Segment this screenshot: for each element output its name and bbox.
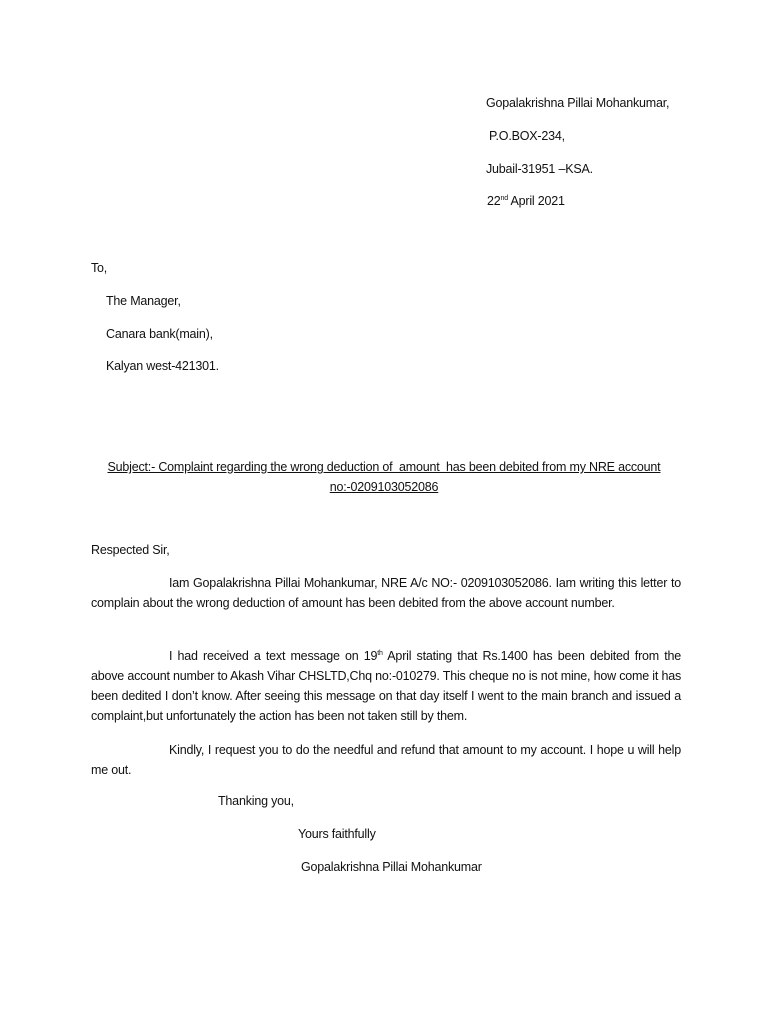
recipient-bank: Canara bank(main), — [106, 327, 213, 341]
subject-line — [86, 457, 682, 497]
body-paragraph-1: Iam Gopalakrishna Pillai Mohankumar, NRE A/c NO:- 0209103052086. Iam writing this letter to complain about the wrong deduction of amount has been debited from the above account number. — [91, 576, 681, 610]
signature-name: Gopalakrishna Pillai Mohankumar — [301, 860, 482, 874]
sender-pobox: P.O.BOX-234, — [489, 129, 565, 143]
date-day: 22 — [487, 194, 501, 208]
body-paragraph-3: Kindly, I request you to do the needful and refund that amount to my account. I hope u will help me out. — [91, 743, 681, 777]
p2-after: April stating that Rs.1400 has been debited from the above account number to Akash Vihar CHSLTD,Chq no:-010279. This cheque no is not mine, how come it has been dedited I don’t know. After seeing this message on that day itself I went to the main branch and issued a complaint,but unfortunately the action has been not taken still by them. — [91, 649, 682, 723]
date-rest: April 2021 — [507, 194, 565, 208]
closing-yours: Yours faithfully — [298, 827, 376, 841]
body-paragraph-2 — [91, 646, 681, 726]
salutation: Respected Sir, — [91, 543, 170, 557]
p2-before: I had received a text message on 19 — [169, 649, 378, 663]
recipient-title: The Manager, — [106, 294, 181, 308]
date-suffix: nd — [500, 194, 508, 202]
closing-thanks: Thanking you, — [218, 794, 294, 808]
recipient-to: To, — [91, 261, 108, 275]
subject-line-1: Subject:- Complaint regarding the wrong deduction of amount has been debited from my NRE account — [107, 460, 661, 474]
recipient-address: Kalyan west-421301. — [106, 359, 219, 373]
letter-date — [487, 193, 565, 209]
sender-city: Jubail-31951 –KSA. — [486, 162, 593, 176]
subject-line-2: no:-0209103052086 — [329, 480, 439, 494]
sender-name: Gopalakrishna Pillai Mohankumar, — [486, 96, 670, 110]
p2-sup: th — [377, 649, 383, 657]
